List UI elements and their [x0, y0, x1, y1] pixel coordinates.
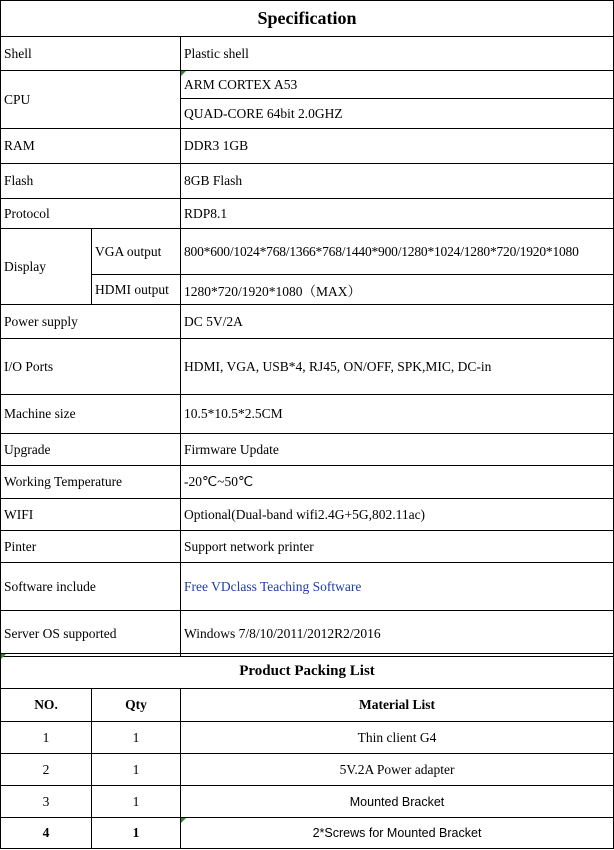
- column-header-material: Material List: [181, 689, 614, 722]
- table-row: [1, 722, 614, 754]
- packing-list-title: Product Packing List: [1, 654, 614, 689]
- spec-label: RAM: [1, 129, 181, 164]
- spec-value: DC 5V/2A: [181, 305, 614, 339]
- spec-row-printer: [1, 531, 614, 563]
- item-no: 4: [1, 818, 92, 849]
- software-link-text: Free VDclass Teaching Software: [181, 563, 614, 611]
- spec-sublabel: VGA output: [92, 229, 181, 275]
- item-qty: 1: [92, 818, 181, 849]
- spec-row-cpu: [1, 71, 614, 99]
- spec-row-upgrade: [1, 434, 614, 466]
- spec-label: CPU: [1, 71, 181, 129]
- spec-row-size: [1, 395, 614, 434]
- spec-value: 10.5*10.5*2.5CM: [181, 395, 614, 434]
- spec-label: Upgrade: [1, 434, 181, 466]
- item-no: 2: [1, 754, 92, 786]
- spec-row-display-hdmi: [1, 275, 614, 305]
- spec-value: 1280*720/1920*1080（MAX）: [181, 275, 614, 305]
- specification-title: Specification: [1, 1, 614, 37]
- spec-row-wifi: [1, 499, 614, 531]
- spec-row-temperature: [1, 466, 614, 499]
- spec-value: ARM CORTEX A53: [181, 71, 614, 99]
- item-material: Mounted Bracket: [181, 786, 614, 818]
- spec-row-power: [1, 305, 614, 339]
- table-row: [1, 786, 614, 818]
- item-no: 3: [1, 786, 92, 818]
- spec-label: Server OS supported: [1, 611, 181, 657]
- spec-row-software: [1, 563, 614, 611]
- spec-label: WIFI: [1, 499, 181, 531]
- spec-value: Optional(Dual-band wifi2.4G+5G,802.11ac): [181, 499, 614, 531]
- spec-sublabel: HDMI output: [92, 275, 181, 305]
- table-row: [1, 818, 614, 849]
- spec-label: Shell: [1, 37, 181, 71]
- spec-label: Working Temperature: [1, 466, 181, 499]
- spec-value: Windows 7/8/10/2011/2012R2/2016: [181, 611, 614, 657]
- item-material: Thin client G4: [181, 722, 614, 754]
- item-qty: 1: [92, 786, 181, 818]
- spec-value: 800*600/1024*768/1366*768/1440*900/1280*1024/1280*720/1920*1080: [181, 229, 614, 275]
- spec-value: -20℃~50℃: [181, 466, 614, 499]
- packing-header-row: [1, 689, 614, 722]
- spec-value: QUAD-CORE 64bit 2.0GHZ: [181, 99, 614, 129]
- spec-label: Protocol: [1, 199, 181, 229]
- item-no: 1: [1, 722, 92, 754]
- spec-value: RDP8.1: [181, 199, 614, 229]
- spec-value: 8GB Flash: [181, 164, 614, 199]
- item-material: 2*Screws for Mounted Bracket: [181, 818, 614, 849]
- item-material: 5V.2A Power adapter: [181, 754, 614, 786]
- packing-list-table: [0, 653, 614, 849]
- spec-row-ram: [1, 129, 614, 164]
- spec-row-io: [1, 339, 614, 395]
- spec-row-flash: [1, 164, 614, 199]
- spec-label: Flash: [1, 164, 181, 199]
- spec-label: Power supply: [1, 305, 181, 339]
- spec-row-display-vga: [1, 229, 614, 275]
- spec-label: Pinter: [1, 531, 181, 563]
- spec-label: Machine size: [1, 395, 181, 434]
- column-header-qty: Qty: [92, 689, 181, 722]
- spec-row-shell: [1, 37, 614, 71]
- spec-value: HDMI, VGA, USB*4, RJ45, ON/OFF, SPK,MIC, DC-in: [181, 339, 614, 395]
- item-qty: 1: [92, 754, 181, 786]
- spec-label: Software include: [1, 563, 181, 611]
- spec-value: Firmware Update: [181, 434, 614, 466]
- table-row: [1, 754, 614, 786]
- item-qty: 1: [92, 722, 181, 754]
- spec-row-protocol: [1, 199, 614, 229]
- spec-value: Support network printer: [181, 531, 614, 563]
- spec-label: Display: [1, 229, 92, 305]
- column-header-no: NO.: [1, 689, 92, 722]
- spec-value: Plastic shell: [181, 37, 614, 71]
- spec-value: DDR3 1GB: [181, 129, 614, 164]
- spec-label: I/O Ports: [1, 339, 181, 395]
- spec-row-server-os: [1, 611, 614, 657]
